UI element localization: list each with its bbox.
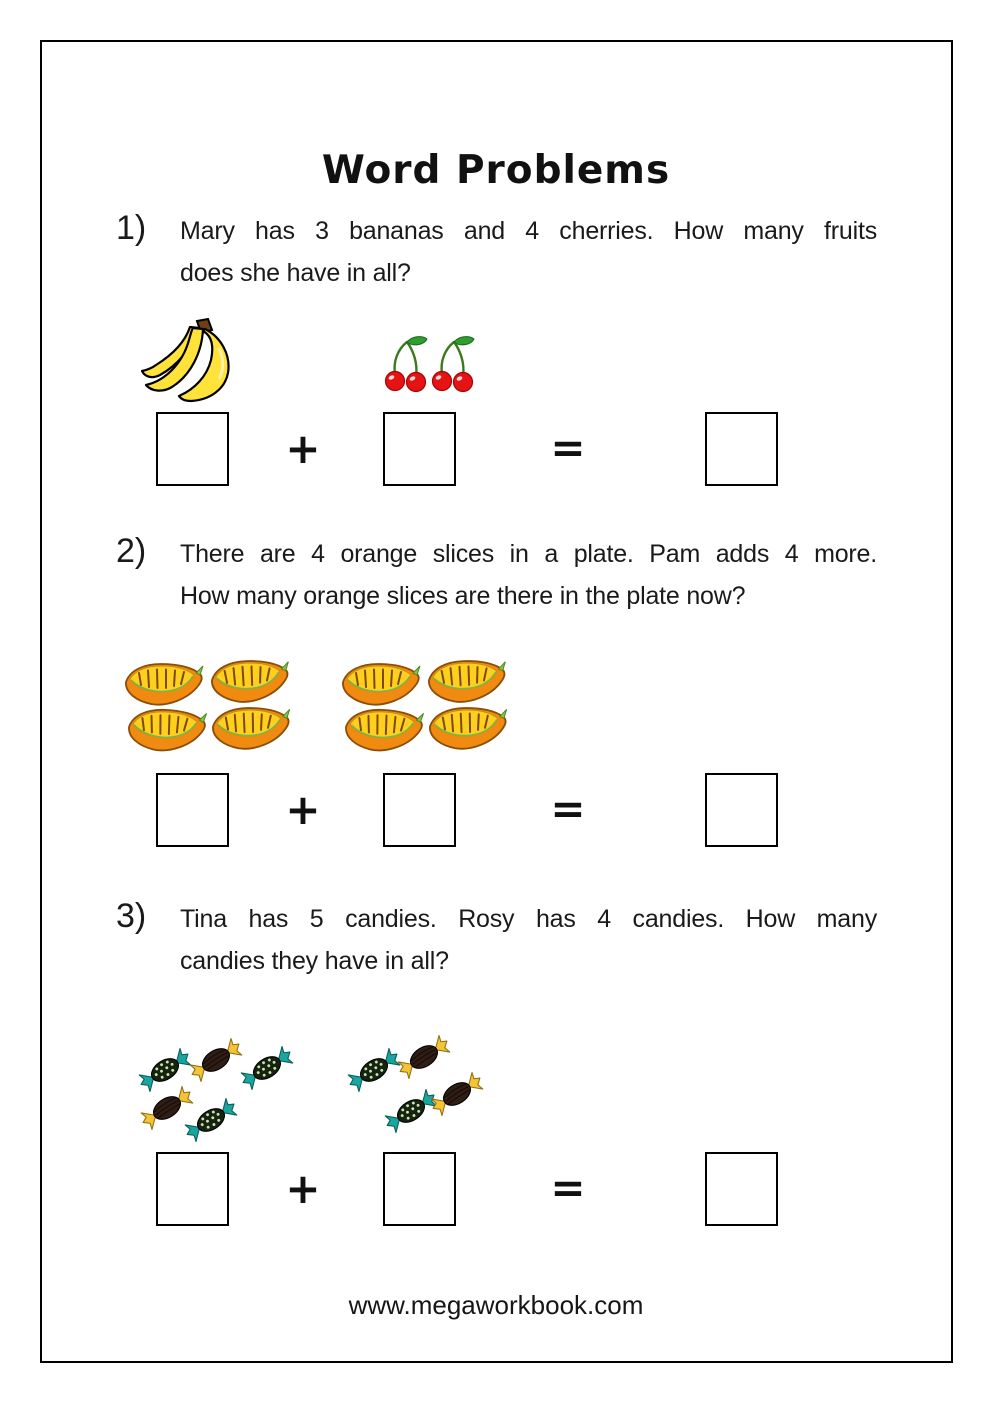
- candies-group-left: [130, 1026, 300, 1156]
- candy-icon: [238, 1045, 296, 1092]
- answer-box-2-addend-2[interactable]: [383, 773, 456, 847]
- problem-1-number: 1): [116, 209, 147, 247]
- problem-2-text: [180, 533, 877, 617]
- candy-icon: [428, 1071, 486, 1118]
- candy-icon: [345, 1047, 403, 1094]
- banana-bunch-icon: [140, 318, 244, 410]
- orange-slice-icon: [345, 709, 423, 752]
- answer-box-2-sum[interactable]: [705, 773, 778, 847]
- answer-box-1-addend-1[interactable]: [156, 412, 229, 486]
- problem-2-line-1: There are 4 orange slices in a plate. Pam adds 4 more.: [180, 540, 877, 568]
- answer-box-1-addend-2[interactable]: [383, 412, 456, 486]
- candy-icon: [382, 1088, 440, 1135]
- problem-1-line-1: Mary has 3 bananas and 4 cherries. How many fruits: [180, 217, 877, 245]
- problem-3-number: 3): [116, 897, 147, 935]
- problem-1-text: [180, 210, 877, 294]
- orange-slice-icon: [128, 709, 206, 752]
- cherry-pair-icon: [433, 337, 475, 392]
- plus-sign-1: +: [285, 424, 321, 473]
- answer-box-3-sum[interactable]: [705, 1152, 778, 1226]
- page-title: Word Problems: [321, 148, 671, 194]
- orange-slices-group-left: [122, 654, 294, 758]
- problem-3-text: [180, 898, 877, 982]
- candy-icon: [187, 1037, 245, 1084]
- candies-group-right: [336, 1022, 496, 1147]
- plus-sign-3: +: [285, 1164, 321, 1213]
- orange-slice-icon: [430, 707, 508, 749]
- cherry-pair-icon: [386, 337, 428, 392]
- equals-sign-3: =: [550, 1163, 586, 1212]
- answer-box-2-addend-1[interactable]: [156, 773, 229, 847]
- problem-3-line-2: candies they have in all?: [180, 947, 449, 975]
- orange-slice-icon: [428, 660, 506, 703]
- plus-sign-2: +: [285, 785, 321, 834]
- orange-slices-group-right: [339, 654, 511, 758]
- candy-icon: [138, 1085, 196, 1132]
- equals-sign-2: =: [550, 784, 586, 833]
- candy-icon: [182, 1097, 240, 1144]
- problem-2-number: 2): [116, 532, 147, 570]
- cherries-icon: [382, 334, 482, 392]
- answer-box-3-addend-2[interactable]: [383, 1152, 456, 1226]
- problem-1-line-2: does she have in all?: [180, 259, 411, 287]
- candy-icon: [395, 1034, 453, 1081]
- candy-icon: [136, 1047, 194, 1094]
- orange-slice-icon: [213, 707, 291, 749]
- problem-2-line-2: How many orange slices are there in the plate now?: [180, 582, 746, 610]
- orange-slice-icon: [126, 664, 203, 705]
- problem-3-line-1: Tina has 5 candies. Rosy has 4 candies. How many: [180, 905, 877, 933]
- answer-box-3-addend-1[interactable]: [156, 1152, 229, 1226]
- equals-sign-1: =: [550, 423, 586, 472]
- orange-slice-icon: [343, 664, 420, 705]
- orange-slice-icon: [211, 660, 289, 703]
- answer-box-1-sum[interactable]: [705, 412, 778, 486]
- footer-url: www.megaworkbook.com: [348, 1290, 644, 1320]
